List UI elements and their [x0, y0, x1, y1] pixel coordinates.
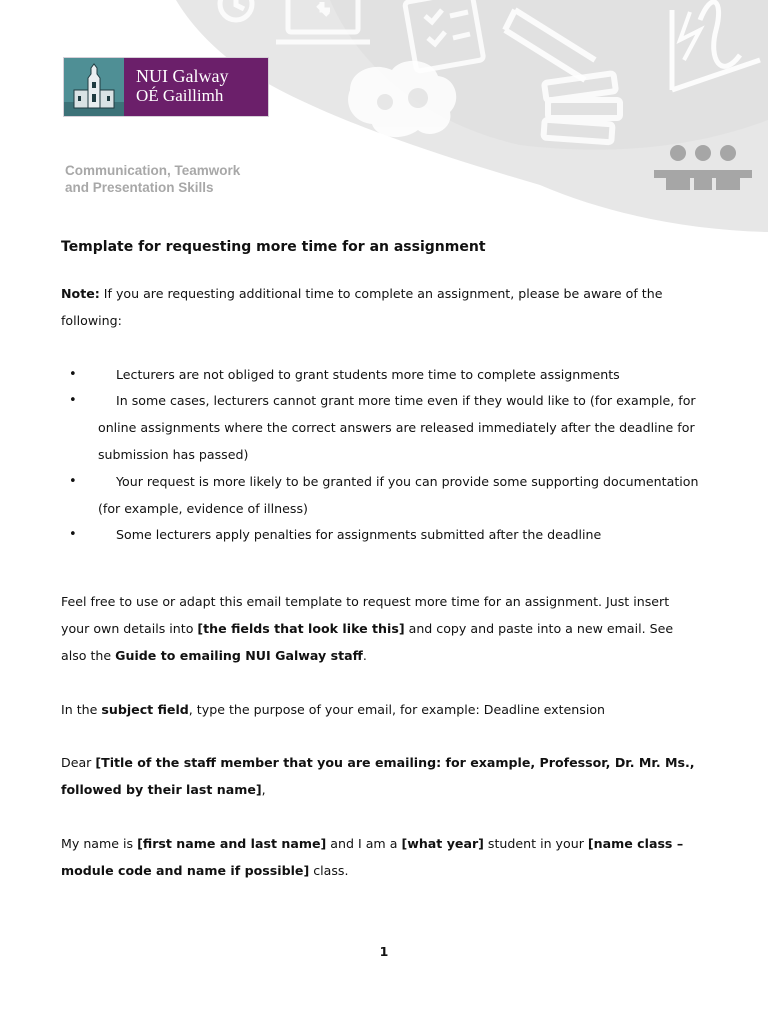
class-field: [name class – module code and name if possible] — [61, 835, 684, 878]
paragraph-text: , — [261, 782, 266, 798]
paragraph-text: and copy and paste into a new email. See also the — [61, 620, 674, 663]
subtitle-line-1: Communication, Teamwork — [65, 163, 241, 178]
logo-crest — [64, 58, 124, 116]
list-item-text: Your request is more likely to be granted if you can provide some supporting documentation (for example, evidence of illness) — [98, 473, 699, 516]
document-title: Template for requesting more time for an assignment — [61, 239, 486, 255]
introduction-paragraph — [61, 831, 701, 885]
paragraph-text: and I am a — [326, 835, 402, 851]
bullet-icon: • — [69, 393, 77, 409]
note-label: Note: — [61, 286, 100, 301]
list-item — [61, 469, 701, 523]
logo-name-english: NUI Galway — [136, 66, 229, 86]
list-item-text: Lecturers are not obliged to grant students more time to complete assignments — [116, 366, 620, 382]
paragraph-text: Dear — [61, 755, 96, 771]
bullet-icon: • — [69, 366, 77, 382]
list-item — [61, 522, 701, 549]
bullet-icon: • — [69, 527, 77, 543]
list-item — [61, 388, 701, 468]
paragraph-text: , type the purpose of your email, for example: Deadline extension — [188, 701, 606, 717]
page-number: 1 — [379, 944, 389, 959]
guide-reference: Guide to emailing NUI Galway staff — [115, 647, 363, 663]
bullet-icon: • — [69, 473, 77, 489]
subject-field-label: subject field — [101, 701, 189, 717]
tower-crest-icon — [64, 58, 124, 116]
list-item-text: In some cases, lecturers cannot grant more time even if they would like to (for example, for online assignments where the correct answers are released immediately after the deadline for submission has passed) — [98, 393, 696, 462]
nui-galway-logo — [64, 58, 268, 116]
subject-paragraph — [61, 697, 701, 724]
paragraph-text: . — [362, 647, 367, 663]
salutation-paragraph — [61, 750, 701, 804]
paragraph-text: Feel free to use or adapt this email template to request more time for an assignment. Just insert your own details into — [61, 594, 670, 636]
paragraph-text: My name is — [61, 835, 138, 851]
logo-name-irish: OÉ Gaillimh — [136, 86, 224, 105]
name-field: [first name and last name] — [137, 835, 327, 851]
placeholder-field-example: [the fields that look like this] — [197, 620, 405, 636]
bullet-list — [61, 362, 701, 550]
paragraph-text: class. — [309, 862, 349, 878]
logo-text — [124, 58, 268, 116]
course-subtitle — [65, 162, 285, 196]
year-field: [what year] — [401, 835, 484, 851]
note-text: If you are requesting additional time to complete an assignment, please be aware of the following: — [61, 286, 663, 328]
document-body — [61, 236, 701, 885]
paragraph-text: In the — [61, 701, 102, 717]
staff-title-field: [Title of the staff member that you are emailing: for example, Professor, Dr. Mr. Ms., followed by their last name] — [61, 755, 695, 798]
subtitle-line-2: and Presentation Skills — [65, 180, 214, 195]
instructions-paragraph — [61, 589, 701, 669]
header-artwork — [0, 0, 768, 235]
paragraph-text: student in your — [483, 835, 588, 851]
note-paragraph — [61, 281, 701, 335]
list-item-text: Some lecturers apply penalties for assignments submitted after the deadline — [116, 527, 602, 543]
list-item — [61, 362, 701, 389]
